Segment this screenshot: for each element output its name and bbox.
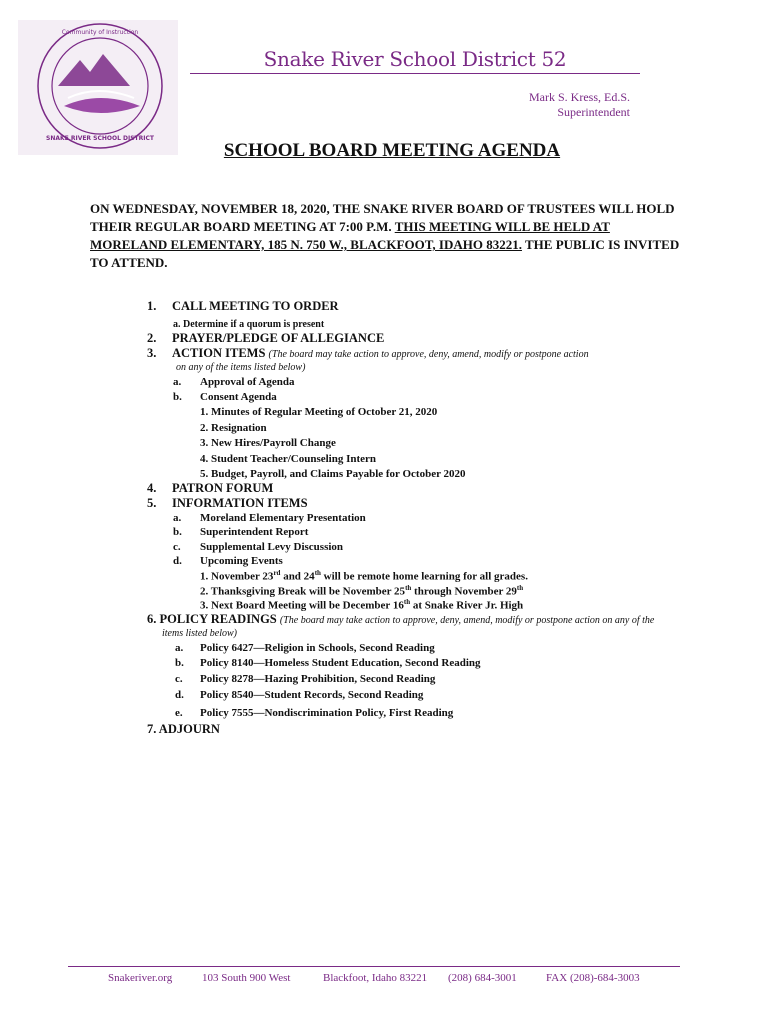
- item-note: (The board may take action to approve, deny, amend, modify or postpone action on any of the: [279, 615, 655, 626]
- footer-city: Blackfoot, Idaho 83221: [323, 972, 428, 984]
- item-patron-forum: PATRON FORUM: [172, 481, 274, 495]
- event-item: [200, 584, 523, 598]
- item-note-continued: on any of the items listed below): [176, 362, 306, 373]
- item-policy-readings: [147, 612, 654, 627]
- meeting-intro: [90, 200, 690, 272]
- sub-item-letter: a.: [173, 512, 182, 524]
- sub-item-letter: b.: [175, 657, 184, 669]
- svg-text:Community of Instruction: Community of Instruction: [61, 29, 139, 36]
- sub-item-moreland-presentation: Moreland Elementary Presentation: [200, 512, 366, 524]
- policy-item: Policy 8278—Hazing Prohibition, Second Reading: [200, 673, 436, 685]
- event-item: [200, 569, 528, 583]
- item-call-to-order: CALL MEETING TO ORDER: [172, 299, 339, 313]
- item-number: 4.: [147, 481, 157, 495]
- policy-item: Policy 7555—Nondiscrimination Policy, First Reading: [200, 707, 454, 719]
- item-note: (The board may take action to approve, deny, amend, modify or postpone action: [268, 349, 589, 360]
- item-number: 2.: [147, 331, 157, 345]
- item-label: ACTION ITEMS: [172, 346, 266, 360]
- sub-item-letter: d.: [175, 689, 184, 701]
- page-title: SCHOOL BOARD MEETING AGENDA: [223, 140, 561, 161]
- svg-text:SNAKE RIVER SCHOOL DISTRICT: SNAKE RIVER SCHOOL DISTRICT: [46, 135, 154, 142]
- sub-item-letter: a.: [175, 642, 184, 654]
- sub-item-letter: d.: [173, 555, 182, 567]
- event-text: 3. Next Board Meeting will be December 16: [200, 599, 404, 612]
- consent-item: 5. Budget, Payroll, and Claims Payable for October 2020: [200, 468, 466, 480]
- event-item: [200, 598, 523, 612]
- event-text: at Snake River Jr. High: [410, 599, 524, 612]
- ordinal-suffix: th: [314, 569, 321, 577]
- item-number: 3.: [147, 346, 157, 360]
- item-prayer-pledge: PRAYER/PLEDGE OF ALLEGIANCE: [172, 331, 385, 345]
- ordinal-suffix: th: [516, 584, 524, 592]
- event-text: through November 29: [411, 585, 517, 598]
- sub-item-letter: e.: [175, 707, 183, 719]
- sub-item-approval-agenda: Approval of Agenda: [200, 376, 295, 388]
- intro-public: THE PUBLIC IS INVITED TO ATTEND.: [90, 237, 680, 270]
- district-name: Snake River School District 52: [190, 47, 640, 74]
- intro-text: ON WEDNESDAY, NOVEMBER 18, 2020, THE SNAKE RIVER BOARD OF TRUSTEES WILL HOLD THEIR REGULAR BOARD MEETING AT 7:00 P.M.: [90, 201, 675, 234]
- footer-phone: (208) 684-3001: [448, 972, 517, 984]
- footer-fax: FAX (208)-684-3003: [546, 972, 640, 984]
- sub-item-letter: b.: [173, 526, 182, 538]
- superintendent-name: Mark S. Kress, Ed.S.: [529, 90, 630, 104]
- event-text: 1. November 23: [200, 570, 274, 583]
- superintendent-title: Superintendent: [557, 105, 630, 119]
- item-information-items: INFORMATION ITEMS: [172, 496, 308, 510]
- sub-item: a. Determine if a quorum is present: [173, 319, 325, 330]
- sub-item-letter: c.: [173, 541, 181, 553]
- district-logo: [18, 20, 178, 155]
- item-action-items: [172, 346, 589, 361]
- ordinal-suffix: th: [403, 598, 411, 606]
- item-note-continued: items listed below): [162, 628, 237, 639]
- sub-item-letter: c.: [175, 673, 183, 685]
- sub-item-superintendent-report: Superintendent Report: [200, 526, 309, 538]
- consent-item: 1. Minutes of Regular Meeting of October 21, 2020: [200, 406, 438, 418]
- event-text: will be remote home learning for all grades.: [320, 570, 528, 583]
- policy-item: Policy 6427—Religion in Schools, Second Reading: [200, 642, 435, 654]
- item-adjourn: 7. ADJOURN: [147, 722, 220, 736]
- item-number: 1.: [147, 299, 157, 313]
- sub-item-upcoming-events: Upcoming Events: [200, 555, 283, 567]
- item-number: 5.: [147, 496, 157, 510]
- footer-address: 103 South 900 West: [202, 972, 291, 984]
- event-text: and 24: [280, 570, 315, 583]
- sub-item-letter: a.: [173, 376, 182, 388]
- sub-item-letter: b.: [173, 391, 182, 403]
- item-label: 6. POLICY READINGS: [147, 612, 277, 626]
- ordinal-suffix: rd: [273, 569, 281, 577]
- footer-divider: [68, 966, 680, 967]
- sub-item-consent-agenda: Consent Agenda: [200, 391, 277, 403]
- footer-website: Snakeriver.org: [108, 972, 173, 984]
- district-seal-icon: [18, 20, 178, 155]
- sub-item-levy-discussion: Supplemental Levy Discussion: [200, 541, 344, 553]
- event-text: 2. Thanksgiving Break will be November 25: [200, 585, 406, 598]
- ordinal-suffix: th: [405, 584, 412, 592]
- intro-location: THIS MEETING WILL BE HELD AT MORELAND ELEMENTARY, 185 N. 750 W., BLACKFOOT, IDAHO 83221.: [90, 219, 610, 252]
- consent-item: 2. Resignation: [200, 422, 267, 434]
- consent-item: 3. New Hires/Payroll Change: [200, 437, 336, 449]
- consent-item: 4. Student Teacher/Counseling Intern: [200, 453, 377, 465]
- policy-item: Policy 8540—Student Records, Second Reading: [200, 689, 424, 701]
- policy-item: Policy 8140—Homeless Student Education, Second Reading: [200, 657, 481, 669]
